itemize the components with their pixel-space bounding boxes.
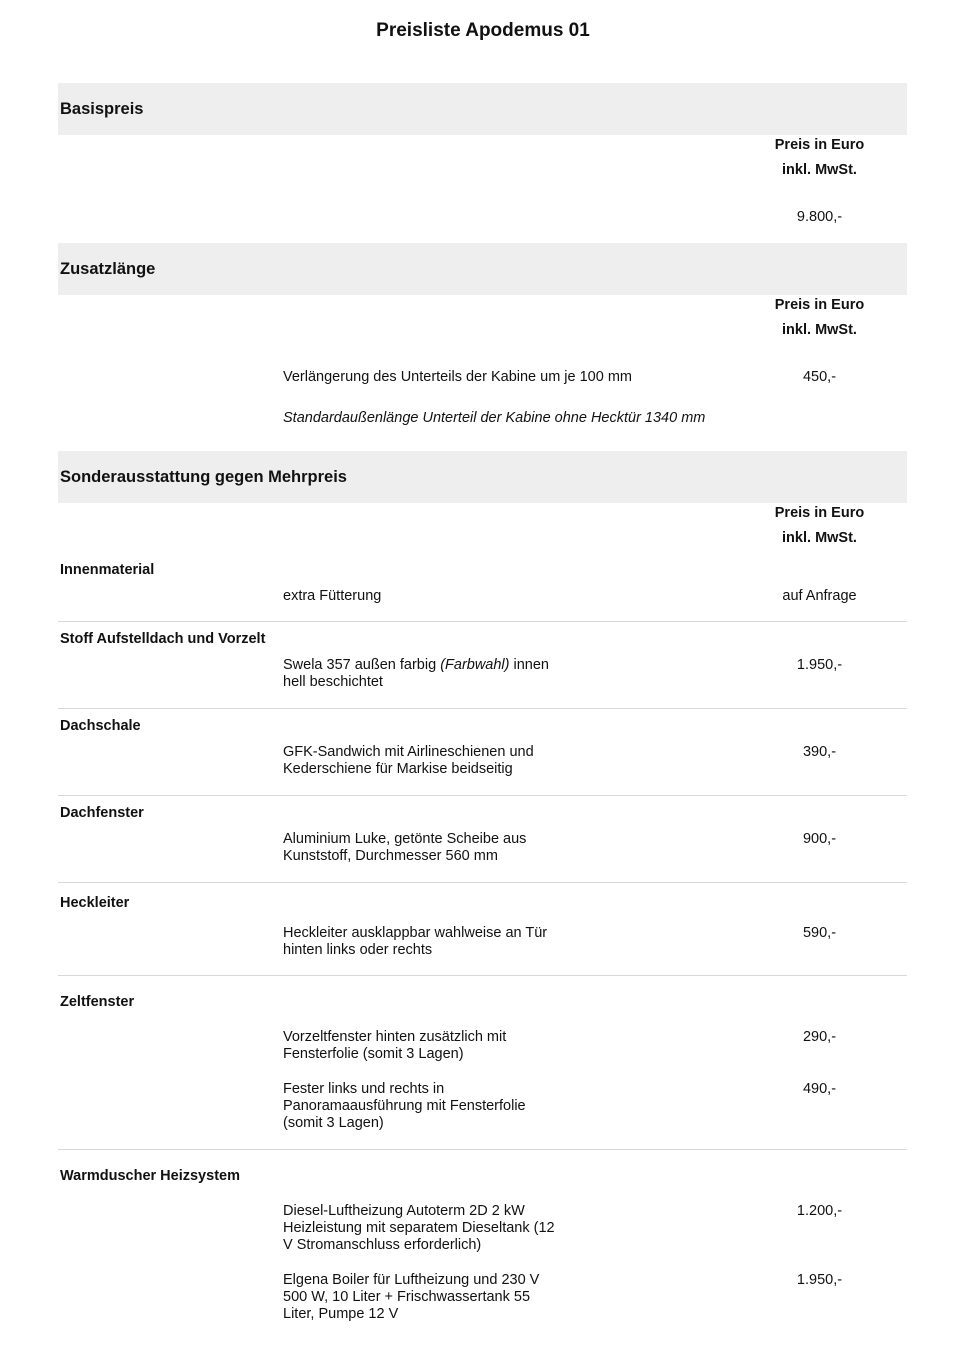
section-title: Zusatzlänge [60, 259, 156, 278]
item-description: Heckleiter ausklappbar wahlweise an Tür hinten links oder rechts [283, 925, 548, 958]
divider [58, 975, 907, 976]
section-title: Sonderausstattung gegen Mehrpreis [60, 467, 347, 486]
item-price: 1.950,- [796, 1272, 843, 1288]
item-price: 900,- [802, 831, 837, 847]
item-price: 1.200,- [796, 1203, 843, 1219]
item-price: 490,- [802, 1081, 837, 1097]
item-description: GFK-Sandwich mit Airlineschienen und Kederschiene für Markise beidseitig [283, 744, 534, 777]
price-column-header: Preis in Euro inkl. MwSt. [774, 297, 865, 338]
price-column-header: Preis in Euro inkl. MwSt. [774, 505, 865, 546]
item-price: 1.950,- [796, 657, 843, 673]
category-label: Warmduscher Heizsystem [60, 1168, 240, 1184]
base-price: 9.800,- [796, 209, 843, 225]
divider [58, 1149, 907, 1150]
divider [58, 621, 907, 622]
section-header-basispreis [58, 83, 907, 135]
category-label: Zeltfenster [60, 994, 135, 1010]
item-price: auf Anfrage [782, 588, 857, 604]
item-price: 590,- [802, 925, 837, 941]
item-note: Standardaußenlänge Unterteil der Kabine ohne Hecktür 1340 mm [283, 410, 706, 426]
item-description: Swela 357 außen farbig (Farbwahl) innen hell beschichtet [283, 657, 549, 690]
category-label: Innenmaterial [60, 562, 155, 578]
category-label: Dachschale [60, 718, 141, 734]
section-header-zusatzlaenge [58, 243, 907, 295]
category-label: Dachfenster [60, 805, 144, 821]
category-label: Heckleiter [60, 895, 130, 911]
item-description: Vorzeltfenster hinten zusätzlich mit Fensterfolie (somit 3 Lagen) [283, 1029, 507, 1062]
divider [58, 795, 907, 796]
section-title: Basispreis [60, 99, 144, 118]
divider [58, 882, 907, 883]
category-label: Stoff Aufstelldach und Vorzelt [60, 631, 266, 647]
divider [58, 708, 907, 709]
page-title: Preisliste Apodemus 01 [376, 20, 590, 41]
item-description: Aluminium Luke, getönte Scheibe aus Kunststoff, Durchmesser 560 mm [283, 831, 527, 864]
item-description: Diesel-Luftheizung Autoterm 2D 2 kW Heizleistung mit separatem Dieseltank (12 V Stromanschluss erforderlich) [283, 1203, 555, 1253]
item-price: 290,- [802, 1029, 837, 1045]
item-price: 450,- [802, 369, 837, 385]
section-header-sonderausstattung [58, 451, 907, 503]
item-description: Fester links und rechts in Panoramaausführung mit Fensterfolie (somit 3 Lagen) [283, 1081, 526, 1131]
item-description: Verlängerung des Unterteils der Kabine um je 100 mm [283, 369, 632, 385]
item-price: 390,- [802, 744, 837, 760]
price-column-header: Preis in Euro inkl. MwSt. [774, 137, 865, 178]
item-description: extra Fütterung [283, 588, 382, 604]
item-description: Elgena Boiler für Luftheizung und 230 V 500 W, 10 Liter + Frischwassertank 55 Liter, Pumpe 12 V [283, 1272, 540, 1322]
